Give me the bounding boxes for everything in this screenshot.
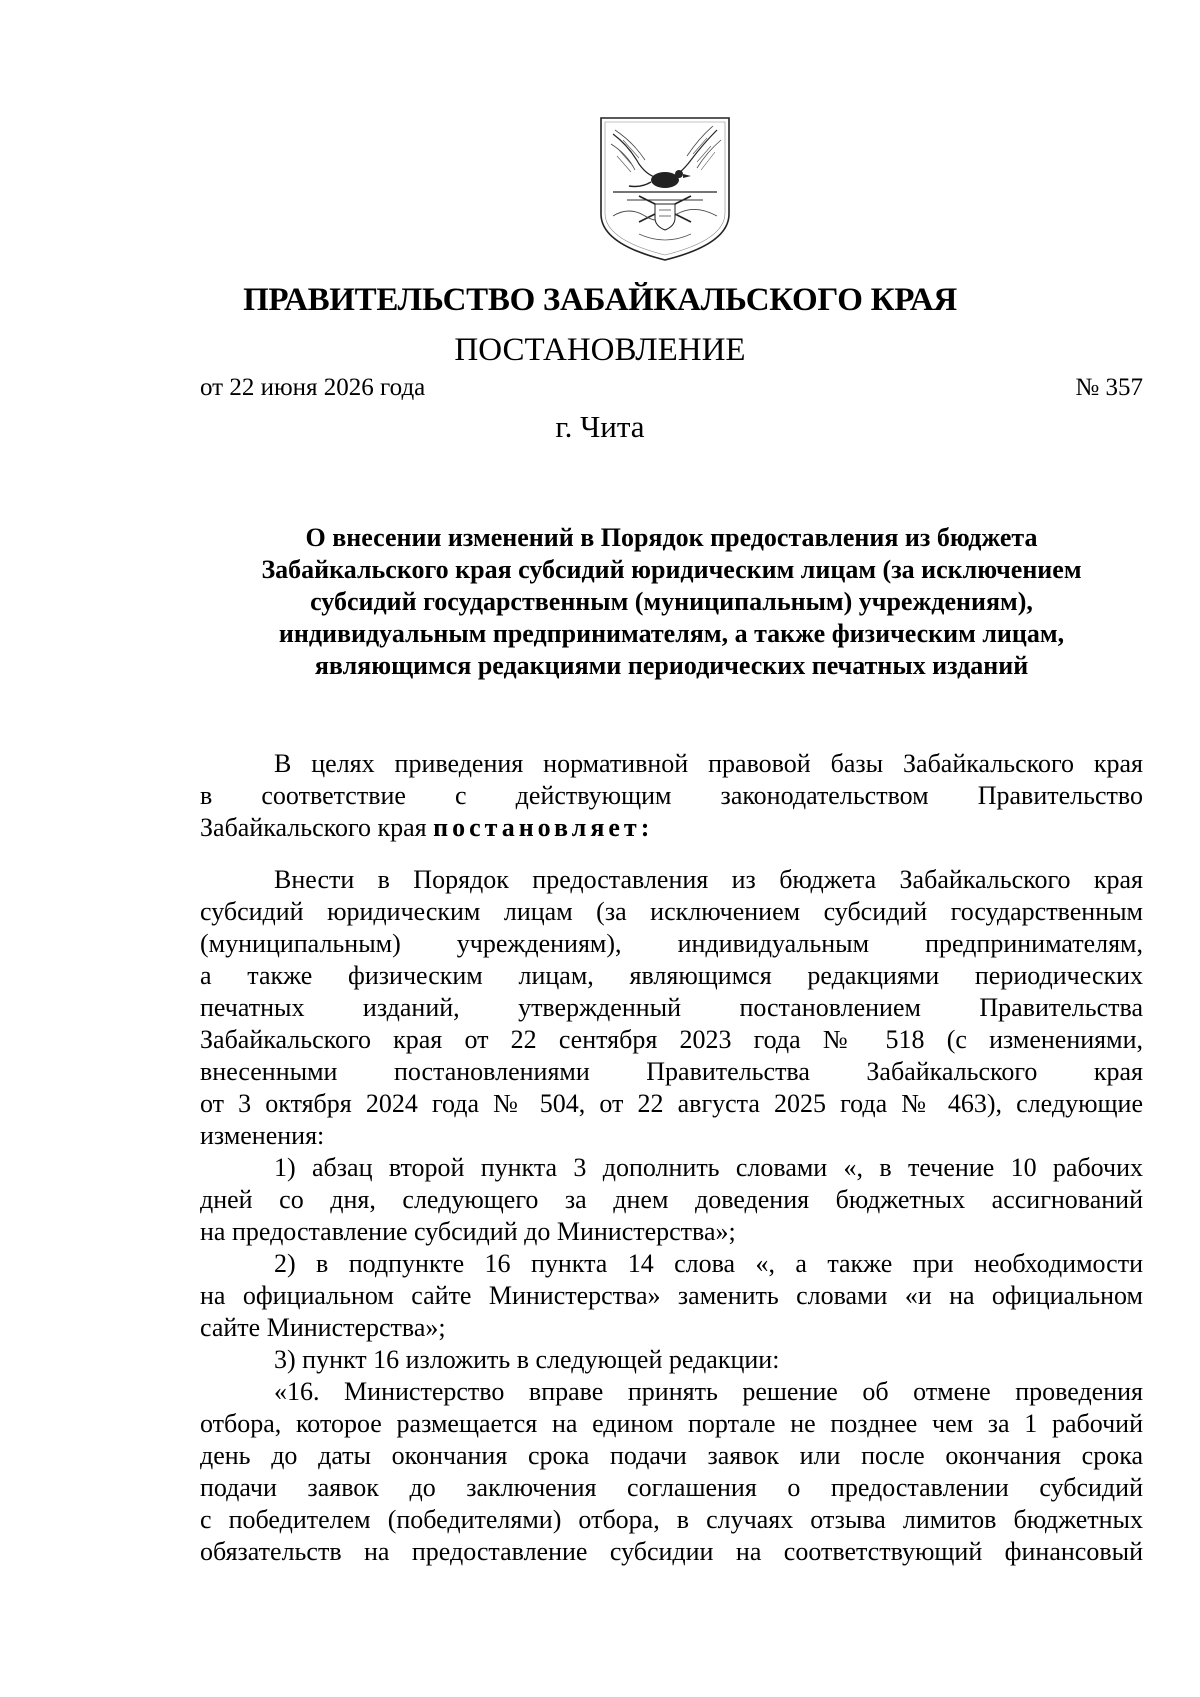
- body-line: подачи заявок до заключения соглашения о предоставлении субсидий: [200, 1473, 1143, 1502]
- coat-of-arms-icon: [599, 116, 731, 262]
- body-line: изменения:: [200, 1121, 325, 1150]
- body-line: печатных изданий, утвержденный постановлением Правительства: [200, 993, 1143, 1022]
- body-line: с победителем (победителями) отбора, в случаях отзыва лимитов бюджетных: [200, 1505, 1143, 1534]
- body-line: день до даты окончания срока подачи заявок или после окончания срока: [200, 1441, 1143, 1470]
- body-line: «16. Министерство вправе принять решение об отмене проведения: [274, 1377, 1143, 1406]
- document-number: № 357: [1075, 374, 1143, 401]
- body-line: 2) в подпункте 16 пункта 14 слова «, а также при необходимости: [274, 1249, 1143, 1278]
- body-line: Внести в Порядок предоставления из бюджета Забайкальского края: [274, 865, 1143, 894]
- body-line: субсидий юридическим лицам (за исключением субсидий государственным: [200, 897, 1143, 926]
- body-line: сайте Министерства»;: [200, 1313, 446, 1342]
- subject-line: являющимся редакциями периодических печатных изданий: [314, 651, 1029, 680]
- subject-line: субсидий государственным (муниципальным) учреждениям),: [310, 587, 1033, 616]
- document-date: от 22 июня 2026 года: [200, 374, 426, 401]
- document-subject: [200, 522, 1143, 682]
- subject-line: О внесении изменений в Порядок предоставления из бюджета: [305, 523, 1038, 552]
- body-line: дней со дня, следующего за днем доведения бюджетных ассигнований: [200, 1185, 1143, 1214]
- body-line: 1) абзац второй пункта 3 дополнить словами «, в течение 10 рабочих: [274, 1153, 1143, 1182]
- body-line: 3) пункт 16 изложить в следующей редакции:: [274, 1345, 780, 1374]
- preamble-line: Забайкальского края: [200, 813, 427, 842]
- body-line: Забайкальского края от 22 сентября 2023 года № 518 (с изменениями,: [200, 1025, 1143, 1054]
- resolution-body: [200, 864, 1143, 1568]
- body-line: от 3 октября 2024 года № 504, от 22 августа 2025 года № 463), следующие: [200, 1089, 1143, 1118]
- body-line: внесенными постановлениями Правительства Забайкальского края: [200, 1057, 1143, 1086]
- document-city: г. Чита: [555, 409, 645, 444]
- preamble-line: В целях приведения нормативной правовой базы Забайкальского края: [274, 749, 1143, 778]
- body-line: обязательств на предоставление субсидии на соответствующий финансовый: [200, 1537, 1143, 1566]
- preamble-line: в соответствие с действующим законодательством Правительство: [200, 781, 1143, 810]
- subject-line: индивидуальным предпринимателям, а также физическим лицам,: [278, 619, 1065, 648]
- subject-line: Забайкальского края субсидий юридическим лицам (за исключением: [261, 555, 1082, 584]
- body-line: (муниципальным) учреждениям), индивидуальным предпринимателям,: [200, 929, 1143, 958]
- body-line: отбора, которое размещается на едином портале не позднее чем за 1 рабочий: [200, 1409, 1143, 1438]
- body-line: на официальном сайте Министерства» заменить словами «и на официальном: [200, 1281, 1143, 1310]
- preamble-line-last: [200, 812, 1143, 844]
- government-title: ПРАВИТЕЛЬСТВО ЗАБАЙКАЛЬСКОГО КРАЯ: [243, 282, 957, 318]
- body-line: а также физическим лицам, являющимся редакциями периодических: [200, 961, 1143, 990]
- resolves-word: постановляет:: [433, 813, 654, 842]
- body-line: на предоставление субсидий до Министерства»;: [200, 1217, 736, 1246]
- preamble-paragraph: [200, 748, 1143, 844]
- document-type: ПОСТАНОВЛЕНИЕ: [454, 332, 746, 368]
